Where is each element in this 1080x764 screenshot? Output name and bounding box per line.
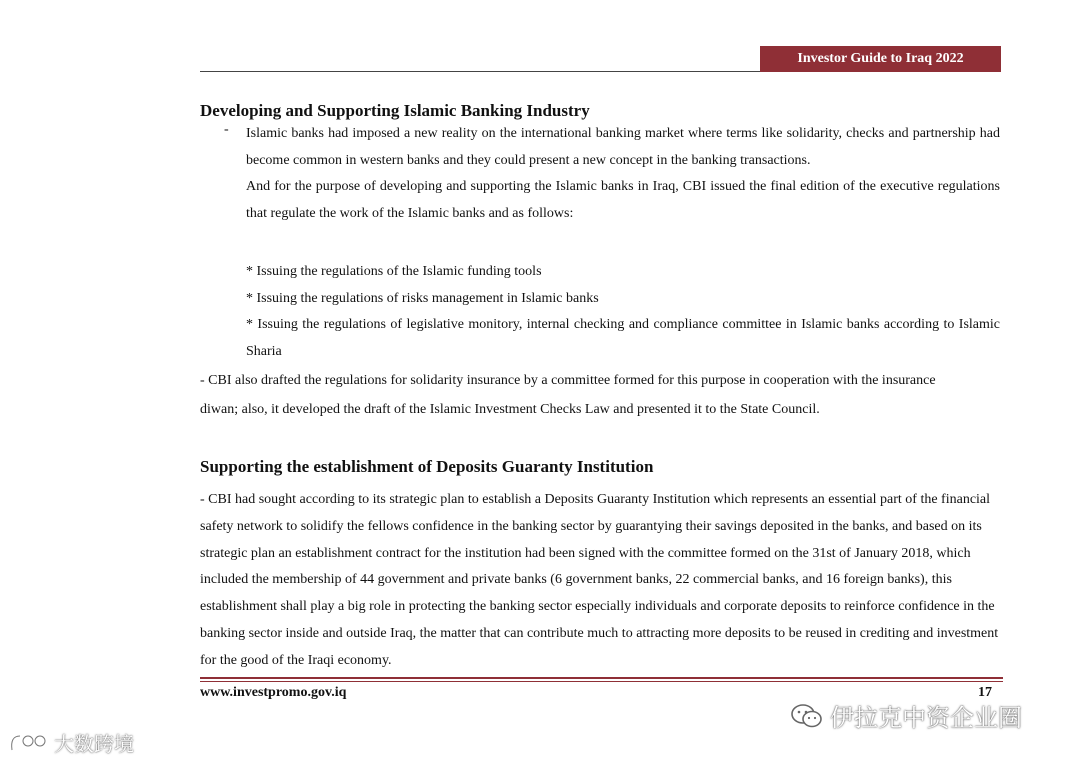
- paragraph-cbi-regulations: And for the purpose of developing and supporting the Islamic banks in Iraq, CBI issued the final edition of the executive regulations that regulate the work of the Islamic banks and as follows:: [246, 179, 1000, 221]
- header-title: Investor Guide to Iraq 2022: [760, 46, 1001, 72]
- list-item: * Issuing the regulations of legislative monitory, internal checking and compliance committee in Islamic banks according to Islamic Sharia: [246, 317, 1000, 359]
- header-rule: [200, 71, 760, 72]
- list-item: * Issuing the regulations of risks management in Islamic banks: [246, 291, 599, 306]
- paragraph-deposits-guaranty: - CBI had sought according to its strategic plan to establish a Deposits Guaranty Institution which represents an essential part of the financial safety network to solidify the fellows confidence in the banking sector by guarantying their savings deposited in the banks, and based on its strategic plan an establishment contract for the institution had been signed with the committee formed on the 31st of January 2018, which included the membership of 44 government and private banks (6 government banks, 22 commercial banks, and 16 foreign banks), this establishment shall play a big role in protecting the banking sector especially individuals and corporate deposits to reinforce confidence in the banking sector inside and outside Iraq, the matter that can contribute much to attracting more deposits to be reused in crediting and investment for the good of the Iraqi economy.: [200, 492, 999, 668]
- list-item: * Issuing the regulations of the Islamic funding tools: [246, 264, 542, 279]
- watermark-left: [8, 728, 134, 757]
- watermark-right-text: 伊拉克中资企业圈: [830, 704, 1022, 732]
- watermark-left-text: 大数跨境: [54, 732, 134, 756]
- section-heading-islamic-banking: Developing and Supporting Islamic Banking Industry: [200, 101, 590, 120]
- footer-rule: [200, 677, 1003, 679]
- logo-icon: [8, 730, 50, 756]
- footer-url: www.investpromo.gov.iq: [200, 685, 347, 700]
- paragraph-islamic-banks-intro: Islamic banks had imposed a new reality on the international banking market where terms like solidarity, checks and partnership had become common in western banks and they could present a new concept in the banking transactions.: [246, 126, 1000, 168]
- wechat-icon: [790, 702, 824, 730]
- paragraph-solidarity-insurance: - CBI also drafted the regulations for solidarity insurance by a committee formed for this purpose in cooperation with the insurance diwan; also, it developed the draft of the Islamic Investment Checks Law and presented it to the State Council.: [200, 373, 936, 417]
- footer-rule-thin: [200, 681, 1003, 682]
- page-number: 17: [978, 685, 992, 700]
- watermark-right: [790, 698, 1022, 733]
- bullet-dash: -: [224, 122, 229, 137]
- section-heading-deposits-guaranty: Supporting the establishment of Deposits Guaranty Institution: [200, 457, 654, 476]
